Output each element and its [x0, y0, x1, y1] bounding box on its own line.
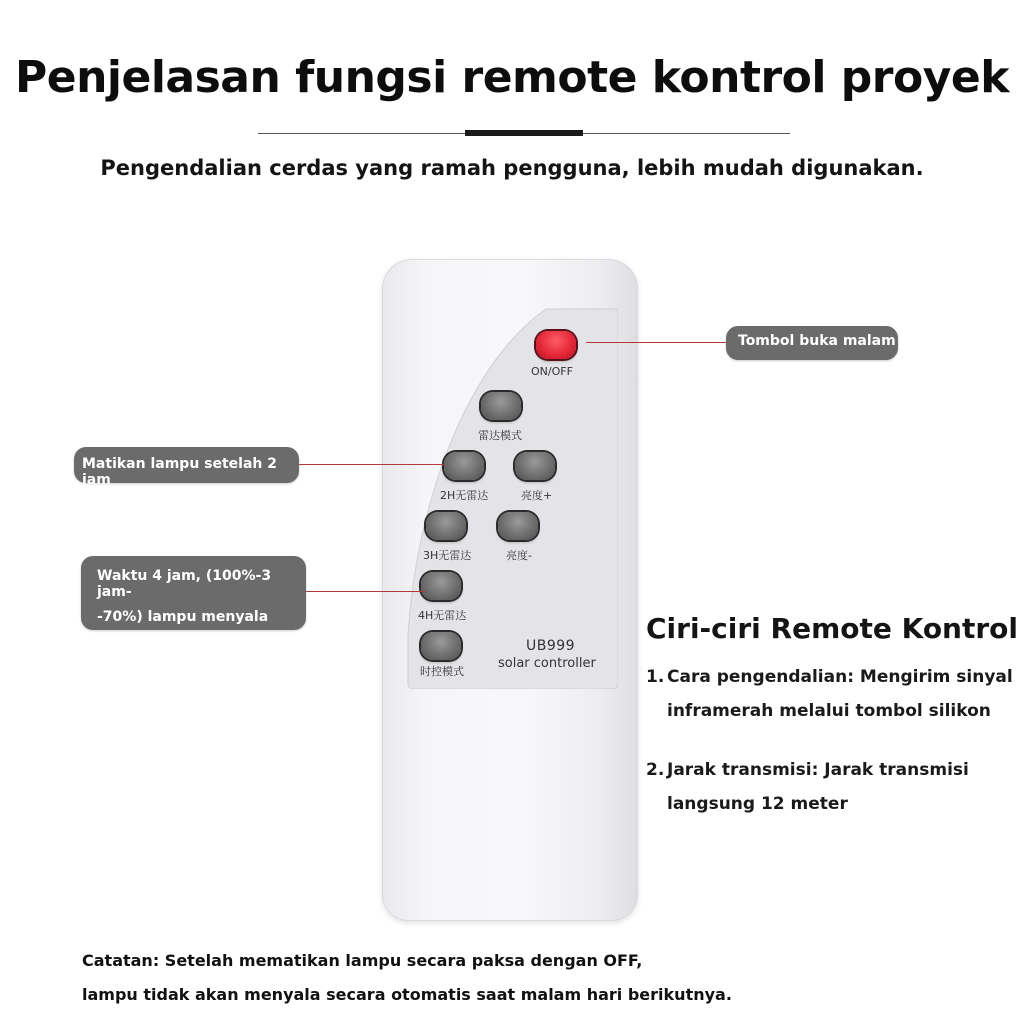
brightness-down-button[interactable]: [498, 512, 538, 540]
page-subtitle: Pengendalian cerdas yang ramah pengguna, lebih mudah digunakan.: [100, 156, 924, 180]
feature-item-1-line1: Cara pengendalian: Mengirim sinyal: [667, 667, 1013, 687]
4h-no-radar-button[interactable]: [421, 572, 461, 600]
brightness-up-label: 亮度+: [521, 489, 553, 502]
on-off-callout-text: Tombol buka malam: [738, 333, 896, 349]
page-title: Penjelasan fungsi remote kontrol proyek: [14, 52, 1010, 103]
features-heading: Ciri-ciri Remote Kontrol: [646, 612, 1019, 645]
feature-item-2-line1: Jarak transmisi: Jarak transmisi: [667, 760, 969, 780]
model-subtitle: solar controller: [498, 656, 596, 671]
timer-mode-button[interactable]: [421, 632, 461, 660]
brightness-down-label: 亮度-: [506, 549, 532, 562]
title-divider-accent: [465, 130, 583, 136]
note-line-1: Catatan: Setelah mematikan lampu secara paksa dengan OFF,: [82, 951, 643, 970]
four-hours-callout-line1: Waktu 4 jam, (100%-3 jam-: [97, 568, 272, 600]
on-off-leader-line: [586, 342, 726, 343]
feature-item-1: [646, 660, 1013, 728]
feature-item-1-line2: inframerah melalui tombol silikon: [667, 701, 991, 721]
4h-no-radar-label: 4H无雷达: [418, 609, 467, 622]
four-hours-leader-line: [306, 591, 426, 592]
model-number: UB999: [526, 638, 576, 654]
2h-no-radar-button[interactable]: [444, 452, 484, 480]
two-hours-callout-text: Matikan lampu setelah 2 jam: [82, 456, 278, 488]
radar-mode-label: 雷达模式: [478, 429, 522, 442]
timer-mode-label: 时控模式: [420, 665, 464, 678]
2h-no-radar-label: 2H无雷达: [440, 489, 489, 502]
radar-mode-button[interactable]: [481, 392, 521, 420]
two-hours-callout: [74, 447, 299, 488]
feature-item-2-line2: langsung 12 meter: [667, 794, 848, 814]
four-hours-callout: [81, 556, 306, 630]
3h-no-radar-label: 3H无雷达: [423, 549, 472, 562]
feature-item-1-number: 1.: [646, 667, 665, 687]
3h-no-radar-button[interactable]: [426, 512, 466, 540]
feature-item-2: [646, 753, 969, 821]
brightness-up-button[interactable]: [515, 452, 555, 480]
four-hours-callout-line2: -70%) lampu menyala: [97, 609, 269, 625]
feature-item-2-number: 2.: [646, 760, 665, 780]
two-hours-leader-line: [299, 464, 445, 465]
on-off-callout: [726, 326, 898, 360]
on-off-button[interactable]: [536, 331, 576, 359]
on-off-label: ON/OFF: [531, 365, 573, 378]
note-line-2: lampu tidak akan menyala secara otomatis saat malam hari berikutnya.: [82, 985, 732, 1004]
